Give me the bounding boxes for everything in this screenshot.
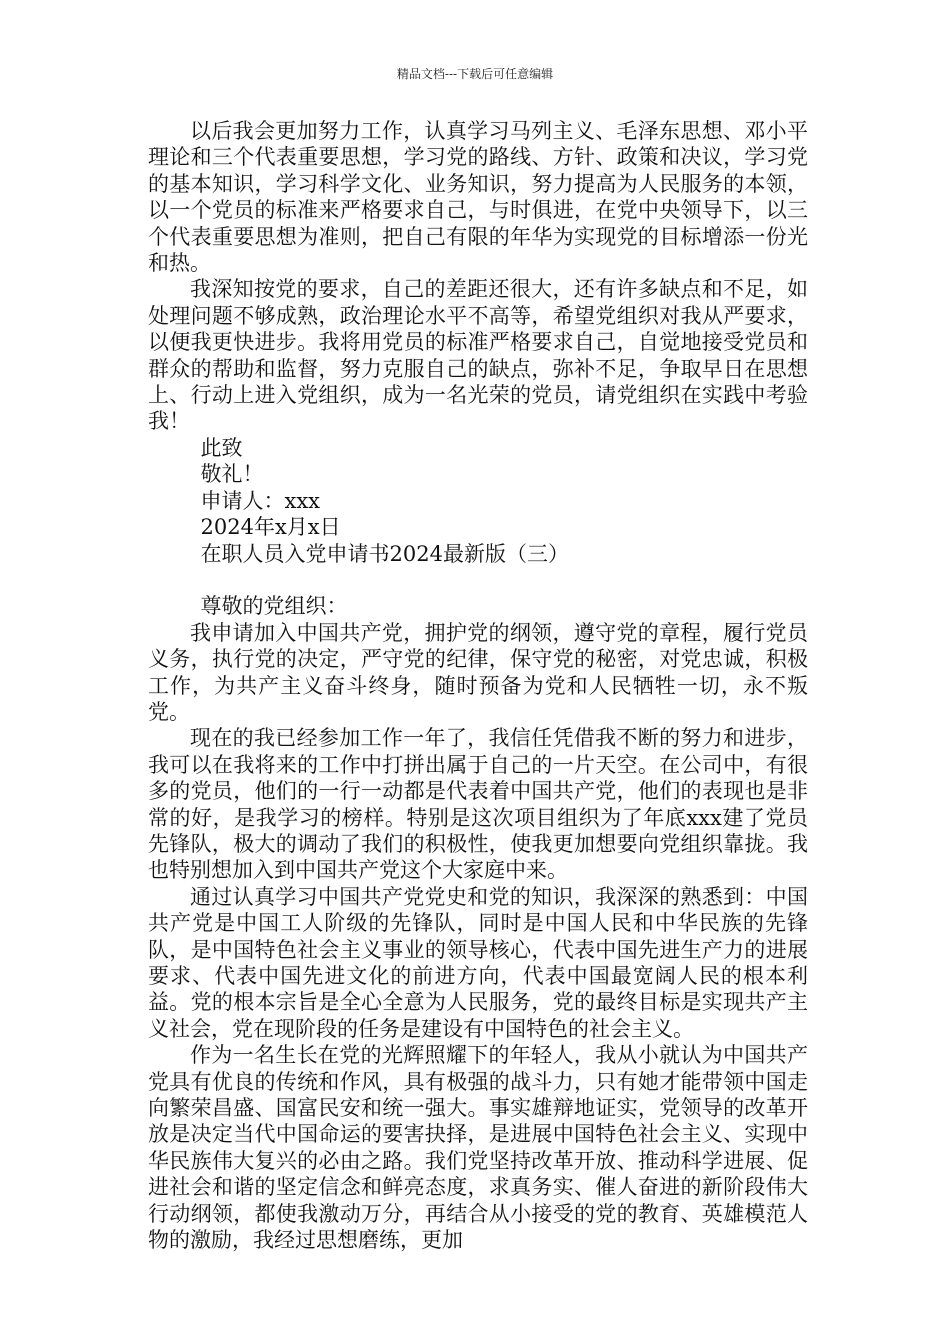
- paragraph-work-experience: 现在的我已经参加工作一年了，我信任凭借我不断的努力和进步，我可以在我将来的工作中打拼出属于自己的一片天空。在公司中，有很多的党员，他们的一行一动都是代表着中国共产党，他们的表现也是非常的好，是我学习的榜样。特别是这次项目组织为了年底xxx建了党员先锋队，极大的调动了我们的积极性，使我更加想要向党组织靠拢。我也特别想加入到中国共产党这个大家庭中来。: [148, 726, 808, 883]
- closing-regards: 敬礼！: [200, 462, 264, 487]
- section-title: 在职人员入党申请书2024最新版（三）: [200, 541, 569, 566]
- blank-line: [148, 567, 808, 593]
- greeting: 尊敬的党组织：: [200, 594, 348, 619]
- applicant-signature: 申请人：xxx: [200, 488, 321, 513]
- paragraph-work-harder: 以后我会更加努力工作，认真学习马列主义、毛泽东思想、邓小平理论和三个代表重要思想，学习党的路线、方针、政策和决议，学习党的基本知识，学习科学文化、业务知识，努力提高为人民服务的本领，以一个党员的标准来严格要求自己，与时俱进，在党中央领导下，以三个代表重要思想为准则，把自己有限的年华为实现党的目标增添一份光和热。: [148, 119, 808, 276]
- paragraph-self-awareness: 我深知按党的要求，自己的差距还很大，还有许多缺点和不足，如处理问题不够成熟，政治理论水平不高等，希望党组织对我从严要求，以便我更快进步。我将用党员的标准严格要求自己，自觉地接受党员和群众的帮助和监督，努力克服自己的缺点，弥补不足，争取早日在思想上、行动上进入党组织，成为一名光荣的党员，请党组织在实践中考验我！: [148, 277, 808, 434]
- document-body: [148, 118, 808, 1253]
- closing-salutation: 此致: [200, 435, 243, 460]
- paragraph-application: 我申请加入中国共产党，拥护党的纲领，遵守党的章程，履行党员义务，执行党的决定，严守党的纪律，保守党的秘密，对党忠诚，积极工作，为共产主义奋斗终身，随时预备为党和人民牺牲一切，永不叛党。: [148, 620, 808, 724]
- page-header: 精品文档---下载后可任意编辑: [396, 67, 554, 81]
- paragraph-youth-reflection: 作为一名生长在党的光辉照耀下的年轻人，我从小就认为中国共产党具有优良的传统和作风，具有极强的战斗力，只有她才能带领中国走向繁荣昌盛、国富民安和统一强大。事实雄辩地证实，党领导的改革开放是决定当代中国命运的要害抉择，是进展中国特色社会主义、实现中华民族伟大复兴的必由之路。我们党坚持改革开放、推动科学进展、促进社会和谐的坚定信念和鲜亮态度，求真务实、催人奋进的新阶段伟大行动纲领，都使我激动万分，再结合从小接受的党的教育、英雄模范人物的激励，我经过思想磨练，更加: [148, 1043, 808, 1253]
- paragraph-party-knowledge: 通过认真学习中国共产党党史和党的知识，我深深的熟悉到：中国共产党是中国工人阶级的先锋队，同时是中国人民和中华民族的先锋队，是中国特色社会主义事业的领导核心，代表中国先进生产力的进展要求、代表中国先进文化的前进方向，代表中国最宽阔人民的根本利益。党的根本宗旨是全心全意为人民服务，党的最终目标是实现共产主义社会，党在现阶段的任务是建设有中国特色的社会主义。: [148, 884, 808, 1041]
- signature-date: 2024年x月x日: [200, 515, 341, 540]
